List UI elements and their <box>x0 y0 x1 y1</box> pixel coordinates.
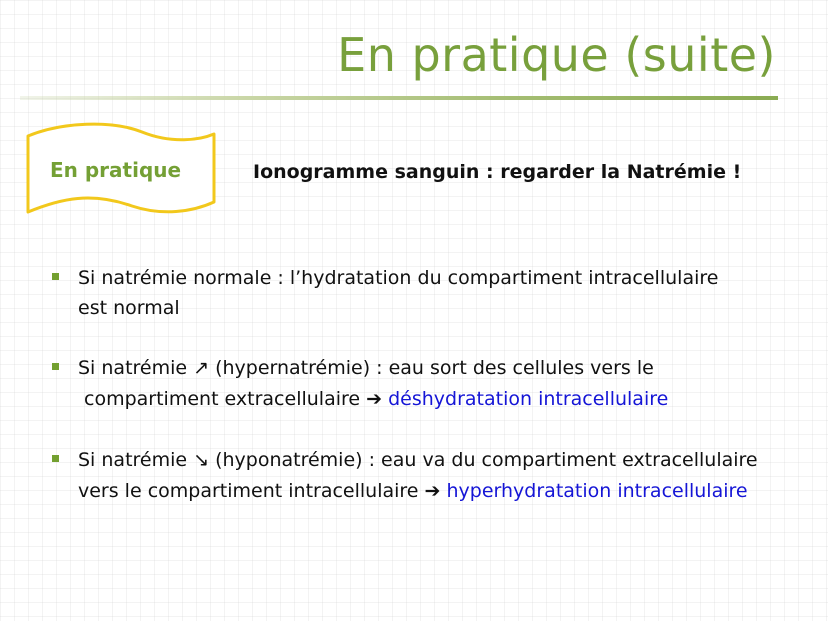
bullet-line <box>84 387 668 411</box>
highlighted-term: déshydratation intracellulaire <box>388 388 669 410</box>
bullet-line: Si natrémie ↘ (hyponatrémie) : eau va du compartiment extracellulaire <box>78 449 758 471</box>
right-arrow-icon: ➔ <box>366 388 383 410</box>
right-arrow-icon: ➔ <box>424 480 441 502</box>
bullet-line: est normal <box>78 297 180 319</box>
square-bullet-icon <box>52 363 59 370</box>
bullet-line: Si natrémie ↗ (hypernatrémie) : eau sort des cellules vers le <box>78 357 654 379</box>
bullet-line: Si natrémie normale : l’hydratation du compartiment intracellulaire <box>78 267 719 289</box>
square-bullet-icon <box>52 455 59 462</box>
slide-title: En pratique (suite) <box>337 28 776 82</box>
bullet-text: vers le compartiment intracellulaire <box>78 480 425 502</box>
banner-label: En pratique <box>50 158 182 182</box>
square-bullet-icon <box>52 273 59 280</box>
title-underline <box>20 96 778 100</box>
slide-subtitle: Ionogramme sanguin : regarder la Natrémie ! <box>253 161 742 183</box>
highlighted-term: hyperhydratation intracellulaire <box>446 480 748 502</box>
bullet-line <box>78 479 748 503</box>
bullet-text: compartiment extracellulaire <box>84 388 367 410</box>
